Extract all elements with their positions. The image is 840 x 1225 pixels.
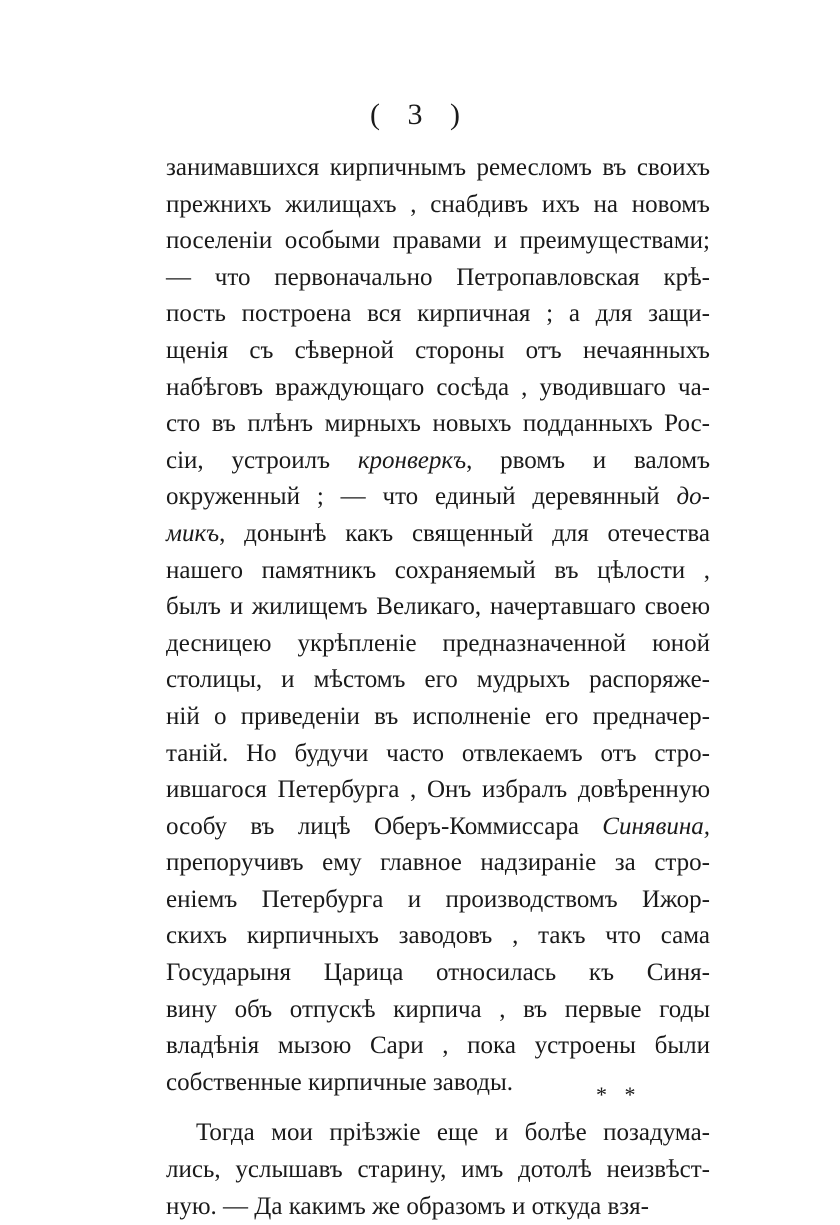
text-line [166, 1028, 710, 1065]
text-segment: набѣговъ враждующаго сосѣда , уводившаго ча- [166, 373, 710, 401]
text-line [166, 260, 710, 297]
italic-segment: кронверкъ [357, 446, 467, 474]
text-segment: владѣнія мызою Сари , пока устроены были [166, 1032, 710, 1060]
text-line [166, 699, 710, 736]
text-segment: таній. Но будучи часто отвлекаемъ отъ стро- [166, 739, 710, 767]
signature-mark: * * [596, 1082, 642, 1107]
text-line [166, 589, 710, 626]
text-line [166, 662, 710, 699]
text-line [166, 406, 710, 443]
text-line [166, 150, 710, 187]
italic-segment: Синявина, [602, 812, 710, 840]
text-segment: Государыня Царица относилась къ Синя- [166, 959, 710, 987]
text-line [166, 992, 710, 1029]
text-segment: десницею укрѣпленіе предназначенной юной [166, 629, 710, 657]
text-segment: собственные кирпичные заводы. [166, 1068, 514, 1096]
text-segment: окруженный ; — что единый деревянный [166, 483, 677, 511]
page-number: ( 3 ) [370, 98, 470, 131]
text-segment: препоручивъ ему главное надзираніе за стро- [166, 849, 710, 877]
text-line [166, 772, 710, 809]
text-segment: нашего памятникъ сохраняемый въ цѣлости , [166, 556, 710, 584]
text-segment: поселеніи особыми правами и преимуществами; [166, 227, 710, 255]
text-segment: щенія съ сѣверной стороны отъ нечаянныхъ [166, 336, 710, 364]
text-line [166, 333, 710, 370]
text-line [166, 553, 710, 590]
text-line [166, 845, 710, 882]
text-segment: Тогда мои пріѣзжіе еще и болѣе позадума- [196, 1119, 710, 1147]
text-segment: , донынѣ какъ священный для отечества [219, 519, 710, 547]
italic-segment: микъ [166, 519, 220, 547]
text-line [166, 1189, 710, 1225]
text-line [166, 516, 710, 553]
text-line [166, 223, 710, 260]
text-line [166, 809, 710, 846]
text-line [166, 1115, 710, 1152]
text-segment: вину объ отпускѣ кирпича , въ первые годы [166, 995, 710, 1023]
text-segment: еніемъ Петербурга и производствомъ Ижор- [166, 885, 710, 913]
text-line [166, 187, 710, 224]
text-line [166, 443, 710, 480]
text-segment: сіи, устроилъ [166, 446, 358, 474]
text-segment: особу въ лицѣ Оберъ-Коммиссара [166, 812, 603, 840]
text-segment: занимавшихся кирпичнымъ ремесломъ въ своихъ [166, 154, 710, 181]
text-line [166, 736, 710, 773]
text-line [166, 882, 710, 919]
paragraph-2 [166, 1115, 710, 1225]
text-segment: — что первоначально Петропавловская крѣ- [166, 263, 710, 291]
text-line [166, 626, 710, 663]
body-text [166, 150, 710, 1225]
text-segment: пость построена вся кирпичная ; а для защи- [166, 300, 710, 328]
text-segment: скихъ кирпичныхъ заводовъ , такъ что сама [166, 922, 710, 950]
text-line [166, 479, 710, 516]
text-line [166, 1152, 710, 1189]
text-segment: столицы, и мѣстомъ его мудрыхъ распоряже- [166, 666, 710, 694]
text-segment: сто въ плѣнъ мирныхъ новыхъ подданныхъ Рос- [166, 410, 710, 438]
text-line [166, 296, 710, 333]
text-line [166, 955, 710, 992]
italic-segment: до- [676, 483, 710, 511]
text-segment: прежнихъ жилищахъ , снабдивъ ихъ на новомъ [166, 190, 710, 218]
text-segment: былъ и жилищемъ Великаго, начертавшаго своею [166, 593, 710, 621]
paragraph-1 [166, 150, 710, 1101]
text-segment: ній о приведеніи въ исполненіе его предначер- [166, 702, 710, 730]
text-line [166, 918, 710, 955]
text-segment: ную. — Да какимъ же образомъ и откуда взя- [166, 1192, 649, 1220]
text-segment: лись, услышавъ старину, имъ дотолѣ неизвѣст- [166, 1156, 710, 1184]
text-segment: , рвомъ и валомъ [466, 446, 711, 474]
text-segment: ившагося Петербурга , Онъ избралъ довѣренную [166, 776, 710, 804]
text-line [166, 370, 710, 407]
